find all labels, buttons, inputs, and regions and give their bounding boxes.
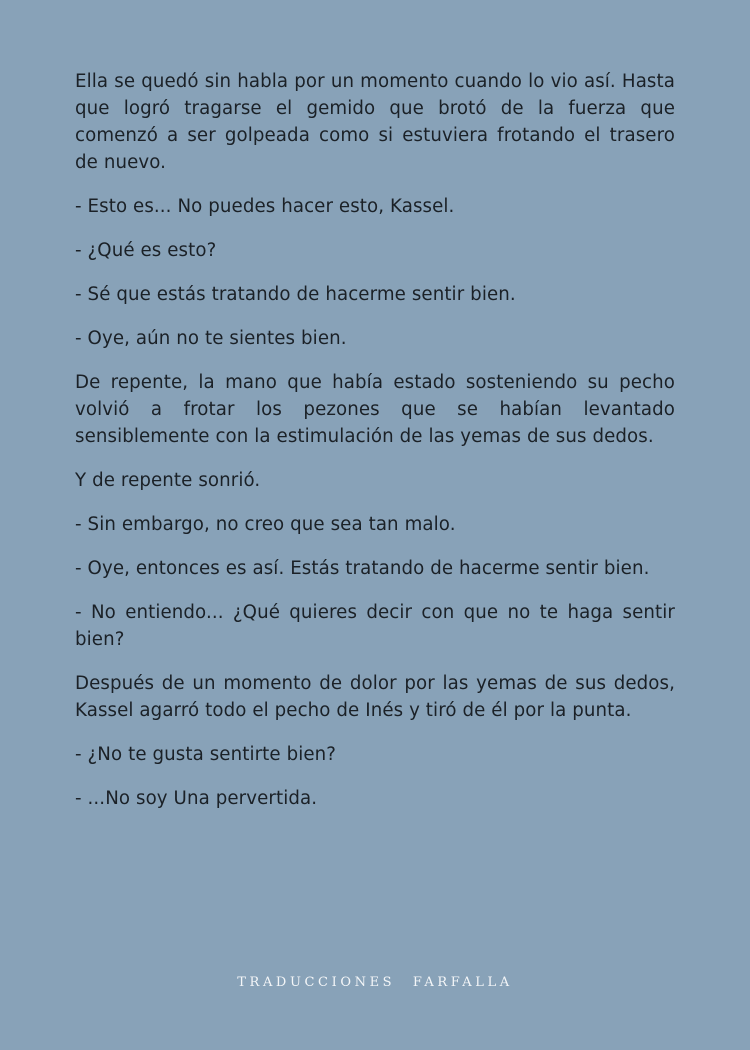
- paragraph-2: - Esto es... No puedes hacer esto, Kassel.: [75, 196, 455, 217]
- page-body: [75, 68, 675, 829]
- paragraph-8: - Sin embargo, no creo que sea tan malo.: [75, 514, 456, 535]
- paragraph-6: De repente, la mano que había estado sosteniendo su pecho volvió a frotar los pezones que se habían levantado sensiblemente con la estimulación de las yemas de sus dedos.: [75, 372, 675, 447]
- paragraph-11: Después de un momento de dolor por las yemas de sus dedos, Kassel agarró todo el pecho de Inés y tiró de él por la punta.: [75, 673, 675, 721]
- paragraph-1: Ella se quedó sin habla por un momento cuando lo vio así. Hasta que logró tragarse el gemido que brotó de la fuerza que comenzó a ser golpeada como si estuviera frotando el trasero de nuevo.: [75, 71, 675, 173]
- paragraph-7: Y de repente sonrió.: [75, 470, 261, 491]
- footer-credit: TRADUCCIONES FARFALLA: [237, 975, 513, 990]
- paragraph-3: - ¿Qué es esto?: [75, 240, 217, 261]
- paragraph-5: - Oye, aún no te sientes bien.: [75, 328, 347, 349]
- paragraph-9: - Oye, entonces es así. Estás tratando de hacerme sentir bien.: [75, 558, 650, 579]
- paragraph-12: - ¿No te gusta sentirte bien?: [75, 744, 337, 765]
- paragraph-13: - ...No soy Una pervertida.: [75, 788, 318, 809]
- paragraph-10: - No entiendo... ¿Qué quieres decir con que no te haga sentir bien?: [75, 602, 675, 650]
- paragraph-4: - Sé que estás tratando de hacerme sentir bien.: [75, 284, 516, 305]
